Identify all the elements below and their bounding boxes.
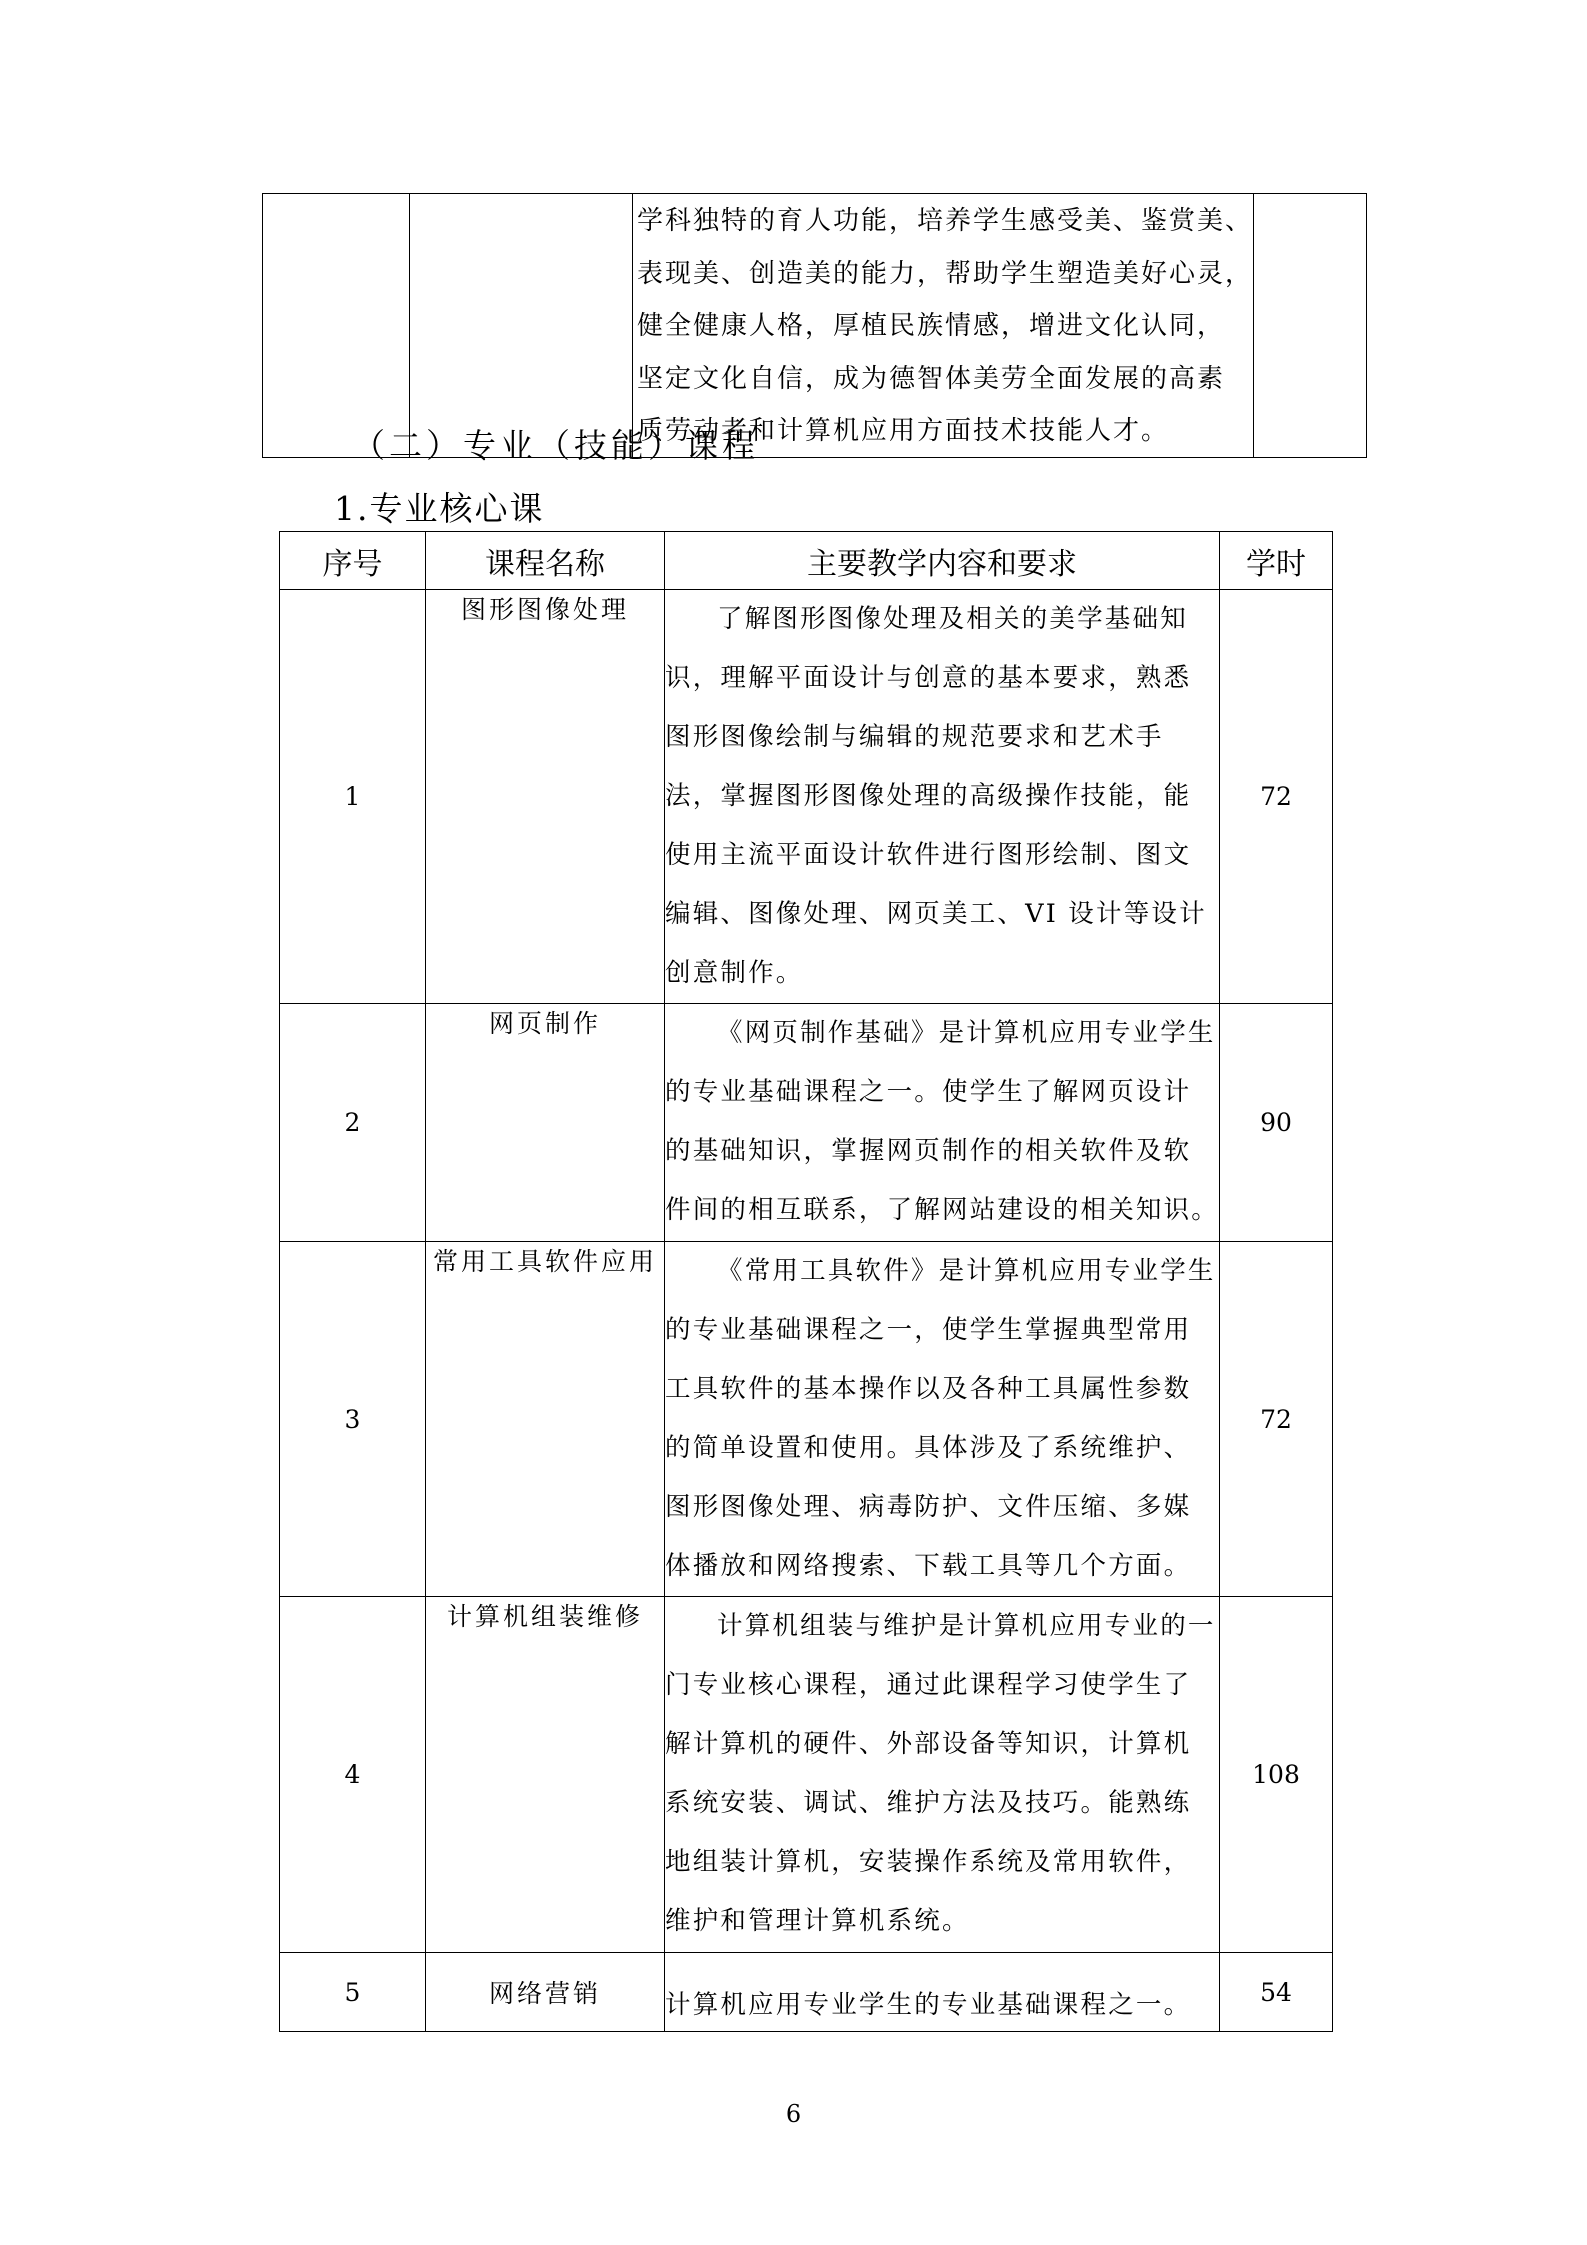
description-line: 图形图像处理、病毒防护、文件压缩、多媒 [665,1492,1192,1522]
course-description [665,1953,1220,2032]
header-content: 主要教学内容和要求 [665,532,1220,590]
course-number: 4 [280,1597,426,1953]
section-heading: （二）专业（技能）课程 [352,426,759,465]
course-name: 图形图像处理 [426,590,665,1004]
description-line: 图形图像绘制与编辑的规范要求和艺术手 [665,722,1164,752]
continuation-line: 健全健康人格，厚植民族情感，增进文化认同， [637,311,1226,341]
description-line: 地组装计算机，安装操作系统及常用软件， [665,1847,1192,1877]
subsection-heading: 1.专业核心课 [334,489,545,528]
description-line: 件间的相互联系，了解网站建设的相关知识。 [665,1195,1220,1225]
description-line: 的专业基础课程之一，使学生掌握典型常用 [665,1315,1192,1345]
table-header-row [280,532,1333,590]
description-line: 工具软件的基本操作以及各种工具属性参数 [665,1374,1192,1404]
description-line: 解计算机的硬件、外部设备等知识，计算机 [665,1729,1192,1759]
continuation-table [262,193,1367,458]
table-row [280,1953,1333,2032]
table-row [280,1242,1333,1597]
description-line: 创意制作。 [665,958,804,988]
description-line: 系统安装、调试、维护方法及技巧。能熟练 [665,1788,1192,1818]
course-description [665,1242,1220,1597]
course-name: 常用工具软件应用 [426,1242,665,1597]
description-line: 门专业核心课程，通过此课程学习使学生了 [665,1670,1192,1700]
course-number: 1 [280,590,426,1004]
course-number: 2 [280,1004,426,1242]
course-hours: 54 [1220,1953,1333,2032]
course-name: 网络营销 [426,1953,665,2032]
course-description [665,590,1220,1004]
course-hours: 72 [1220,590,1333,1004]
continuation-cell-text [633,194,1254,458]
header-no: 序号 [280,532,426,590]
course-hours: 108 [1220,1597,1333,1953]
description-line: 编辑、图像处理、网页美工、VI 设计等设计 [665,899,1207,929]
description-line: 使用主流平面设计软件进行图形绘制、图文 [665,840,1192,870]
description-line: 体播放和网络搜索、下载工具等几个方面。 [665,1551,1192,1581]
course-number: 3 [280,1242,426,1597]
course-table [279,531,1333,2032]
continuation-cell-empty-1 [263,194,410,458]
header-name: 课程名称 [426,532,665,590]
description-line: 识，理解平面设计与创意的基本要求，熟悉 [665,663,1192,693]
course-name: 计算机组装维修 [426,1597,665,1953]
header-hours: 学时 [1220,532,1333,590]
table-row [280,590,1333,1004]
course-hours: 90 [1220,1004,1333,1242]
course-name: 网页制作 [426,1004,665,1242]
description-line: 法，掌握图形图像处理的高级操作技能，能 [665,781,1192,811]
description-line: 维护和管理计算机系统。 [665,1906,970,1936]
table-row [280,1597,1333,1953]
description-line: 《常用工具软件》是计算机应用专业学生 [717,1256,1216,1286]
description-line: 计算机组装与维护是计算机应用专业的一 [717,1611,1216,1641]
continuation-line: 坚定文化自信，成为德智体美劳全面发展的高素 [637,363,1226,394]
description-line: 了解图形图像处理及相关的美学基础知 [717,604,1188,634]
description-line: 的简单设置和使用。具体涉及了系统维护、 [665,1433,1192,1463]
description-line: 的基础知识，掌握网页制作的相关软件及软 [665,1136,1192,1166]
continuation-line: 学科独特的育人功能，培养学生感受美、鉴赏美、 [637,206,1254,236]
continuation-cell-empty-4 [1254,194,1367,458]
table-row [280,1004,1333,1242]
description-line: 计算机应用专业学生的专业基础课程之一。 [665,1990,1192,2020]
continuation-cell-empty-2 [410,194,633,458]
course-hours: 72 [1220,1242,1333,1597]
continuation-line: 质劳动者和计算机应用方面技术技能人才。 [637,416,1170,446]
description-line: 的专业基础课程之一。使学生了解网页设计 [665,1077,1192,1107]
continuation-line: 表现美、创造美的能力，帮助学生塑造美好心灵， [637,258,1254,289]
page-number: 6 [785,2100,802,2128]
course-description [665,1004,1220,1242]
course-description [665,1597,1220,1953]
course-number: 5 [280,1953,426,2032]
description-line: 《网页制作基础》是计算机应用专业学生 [717,1018,1216,1048]
